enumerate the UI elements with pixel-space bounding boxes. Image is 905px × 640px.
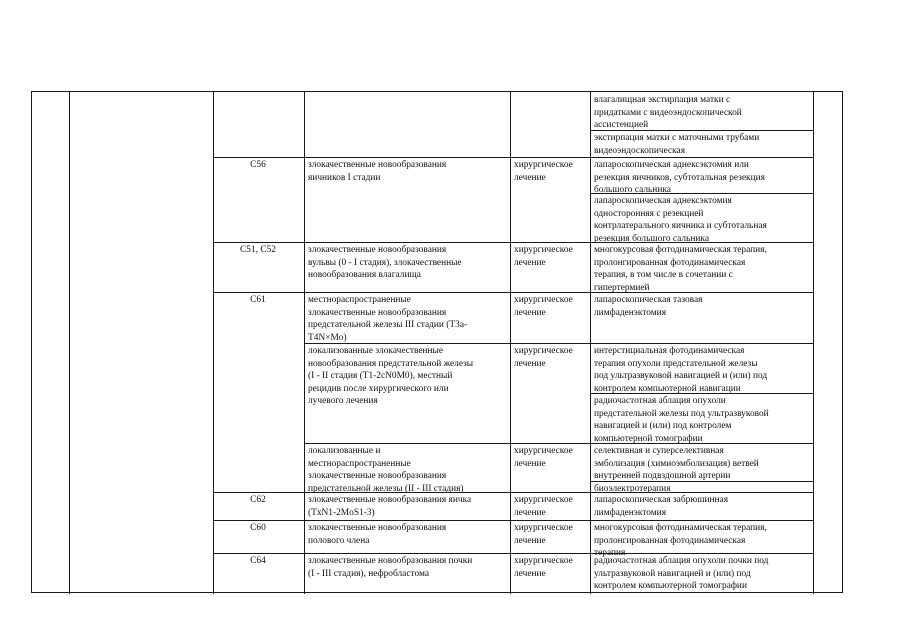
treatment-text: лечение (514, 172, 546, 183)
method-text: лапароскопическая забрюшинная (594, 495, 729, 505)
method-text: пролонгированная фотодинамическая (594, 535, 746, 546)
icd-code: C64 (250, 556, 266, 566)
diagnosis-text: полового члена (308, 535, 370, 546)
method-text: радиочастотная аблация опухоли почки под (594, 556, 769, 566)
diagnosis-text: злокачественные новообразования (308, 160, 447, 170)
grid-line (590, 130, 813, 131)
diagnosis-text: злокачественные новообразования (308, 307, 447, 318)
method-text: видеоэндоскопическая (594, 145, 686, 156)
diagnosis-text: яичников I стадии (308, 172, 381, 183)
method-text: многокурсовая фотодинамическая терапия, (594, 245, 767, 255)
grid-line (213, 492, 813, 493)
diagnosis-text: предстательной железы (II - III стадия) (308, 483, 464, 494)
diagnosis-text: лучевого лечения (308, 396, 378, 407)
method-text: резекция большого сальника (594, 233, 709, 244)
method-text: пролонгированная фотодинамическая (594, 257, 746, 268)
method-text: контрлатерального яичника и субтотальная (594, 221, 767, 232)
method-text: эмболизация (химиоэмболизация) ветвей (594, 458, 759, 469)
diagnosis-text: предстательной железы III стадии (T3a- (308, 320, 468, 331)
method-text: лапароскопическая тазовая (594, 295, 703, 305)
treatment-text: хирургическое (514, 523, 573, 533)
grid-line (69, 92, 70, 594)
treatment-text: хирургическое (514, 295, 573, 305)
method-text: контролем компьютерной навигации (594, 383, 741, 394)
treatment-text: лечение (514, 535, 546, 546)
method-text: под ультразвуковой навигацией и (или) под (594, 371, 768, 382)
icd-code: C62 (250, 495, 266, 505)
method-text: лапароскопическая аднексэктомия или (594, 160, 749, 170)
method-text: биоэлектротерапия (594, 484, 671, 494)
treatment-text: хирургическое (514, 346, 573, 356)
icd-code: C56 (250, 160, 266, 170)
treatment-text: лечение (514, 458, 546, 469)
diagnosis-text: местнораспространенные (308, 295, 411, 305)
diagnosis-text: злокачественные новообразования яичка (308, 495, 472, 505)
diagnosis-text: (I - II стадия (T1-2cN0M0), местный (308, 371, 453, 382)
treatment-text: лечение (514, 358, 546, 369)
method-text: лимфаденэктомия (594, 507, 667, 518)
grid-line (213, 157, 813, 158)
grid-line (213, 520, 813, 521)
method-text: ассистенцией (594, 120, 649, 131)
diagnosis-text: рецидив после хирургического или (308, 383, 449, 394)
method-text: многокурсовая фотодинамическая терапия, (594, 523, 767, 533)
icd-code: C51, C52 (240, 245, 276, 255)
method-text: внутренней подвздошной артерии (594, 471, 731, 482)
method-text: селективная и суперселективная (594, 446, 724, 456)
grid-line (813, 92, 814, 594)
grid-line (590, 481, 813, 482)
diagnosis-text: местнораспространенные (308, 458, 411, 469)
diagnosis-text: (TxN1-2MoS1-3) (308, 507, 375, 518)
method-text: терапия, в том числе в сочетании с (594, 270, 733, 281)
diagnosis-text: локализованные злокачественные (308, 346, 444, 356)
diagnosis-text: злокачественные новообразования (308, 245, 447, 255)
method-text: экстирпация матки с маточными трубами (594, 133, 760, 143)
method-text: большого сальника (594, 185, 671, 196)
diagnosis-text: T4N×Mo) (308, 332, 347, 343)
method-text: терапия (594, 548, 626, 559)
method-text: интерстициальная фотодинамическая (594, 346, 745, 356)
grid-line (590, 193, 813, 194)
method-text: предстательной железы под ультразвуковой (594, 408, 769, 419)
grid-line (304, 343, 813, 344)
method-text: радиочастотная аблация опухоли (594, 396, 726, 406)
treatment-text: лечение (514, 307, 546, 318)
grid-line (304, 443, 813, 444)
method-text: придатками с видеоэндоскопической (594, 107, 742, 118)
treatment-text: лечение (514, 568, 546, 579)
grid-line (213, 242, 813, 243)
treatment-text: хирургическое (514, 446, 573, 456)
method-text: навигацией и (или) под контролем (594, 421, 732, 432)
treatment-text: хирургическое (514, 495, 573, 505)
treatment-text: хирургическое (514, 556, 573, 566)
diagnosis-text: злокачественные новообразования (308, 523, 447, 533)
grid-line (213, 553, 813, 554)
treatment-text: хирургическое (514, 160, 573, 170)
method-text: гипертермией (594, 282, 650, 293)
icd-code: C61 (250, 295, 266, 305)
diagnosis-text: злокачественные новообразования почки (308, 556, 473, 566)
diagnosis-text: (I - III стадия), нефробластома (308, 568, 429, 579)
diagnosis-text: локализованные и (308, 446, 381, 456)
treatment-text: лечение (514, 507, 546, 518)
method-text: компьютерной томографии (594, 433, 703, 444)
method-text: лапароскопическая аднексэктомия (594, 196, 732, 206)
treatment-text: лечение (514, 257, 546, 268)
treatment-text: хирургическое (514, 245, 573, 255)
method-text: односторонняя с резекцией (594, 208, 704, 219)
diagnosis-text: новообразования предстательной железы (308, 358, 474, 369)
diagnosis-text: вульвы (0 - I стадия), злокачественные (308, 257, 462, 268)
medical-procedures-table (31, 91, 843, 593)
method-text: лимфаденэктомия (594, 307, 667, 318)
grid-line (590, 393, 813, 394)
method-text: контролем компьютерной томографии (594, 581, 747, 592)
grid-line (213, 292, 813, 293)
method-text: ультразвуковой навигацией и (или) под (594, 568, 751, 579)
method-text: влагалищная экстирпация матки с (594, 95, 731, 105)
icd-code: C60 (250, 523, 266, 533)
method-text: резекция яичников, субтотальная резекция (594, 172, 765, 183)
method-text: терапия опухоли предстательной железы (594, 358, 758, 369)
diagnosis-text: злокачественные новообразования (308, 471, 447, 482)
diagnosis-text: новообразования влагалища (308, 270, 421, 281)
